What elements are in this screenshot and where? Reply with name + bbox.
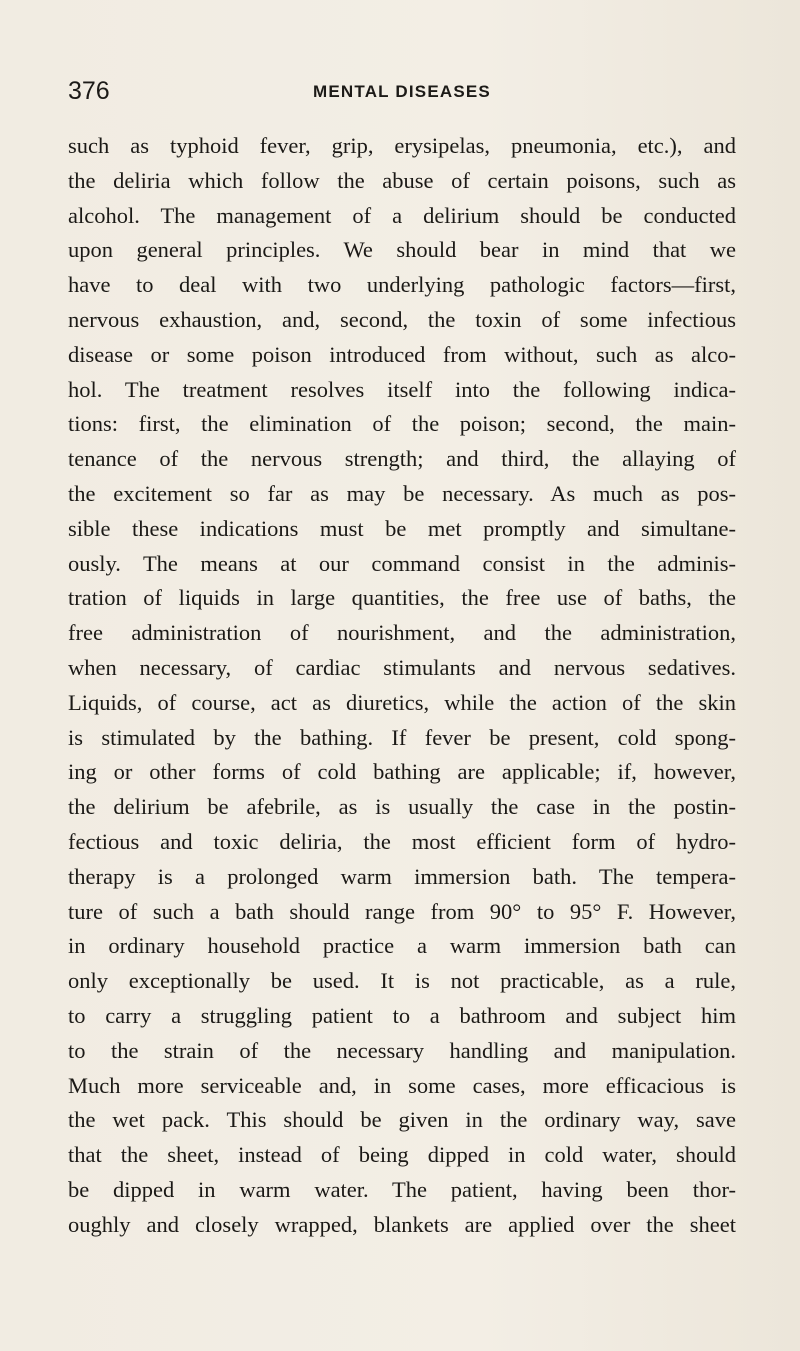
page-header	[68, 76, 748, 106]
page-number: 376	[68, 77, 110, 105]
text-line: tenance of the nervous strength; and third, the allaying of	[68, 446, 736, 472]
text-line: nervous exhaustion, and, second, the toxin of some infectious	[68, 306, 736, 332]
text-line: alcohol. The management of a delirium should be conducted	[68, 202, 736, 228]
text-line: is stimulated by the bathing. If fever be present, cold spong-	[68, 724, 736, 750]
text-line: in ordinary household practice a warm immersion bath can	[68, 933, 736, 959]
text-line: the delirium be afebrile, as is usually the case in the postin-	[68, 794, 736, 820]
text-line: such as typhoid fever, grip, erysipelas, pneumonia, etc.), and	[68, 133, 736, 158]
text-line: therapy is a prolonged warm immersion bath. The tempera-	[68, 863, 736, 889]
text-line: have to deal with two underlying pathologic factors—first,	[68, 272, 736, 298]
text-line: upon general principles. We should bear in mind that we	[68, 237, 736, 263]
text-line: the excitement so far as may be necessary. As much as pos-	[68, 480, 736, 506]
text-line: oughly and closely wrapped, blankets are applied over the sheet	[68, 1211, 736, 1237]
text-line: sible these indications must be met promptly and simultane-	[68, 515, 736, 541]
text-line: the deliria which follow the abuse of certain poisons, such as	[68, 167, 736, 193]
running-head: MENTAL DISEASES	[313, 82, 491, 101]
text-line: tions: first, the elimination of the poison; second, the main-	[68, 411, 736, 437]
text-line: when necessary, of cardiac stimulants and nervous sedatives.	[68, 654, 736, 680]
text-line: ture of such a bath should range from 90° to 95° F. However,	[68, 898, 736, 924]
text-line: to carry a struggling patient to a bathroom and subject him	[68, 1002, 736, 1028]
text-line: Much more serviceable and, in some cases, more efficacious is	[68, 1072, 736, 1098]
text-line: that the sheet, instead of being dipped in cold water, should	[68, 1142, 736, 1168]
text-line: tration of liquids in large quantities, the free use of baths, the	[68, 585, 736, 611]
text-line: disease or some poison introduced from without, such as alco-	[68, 341, 736, 367]
text-line: be dipped in warm water. The patient, having been thor-	[68, 1176, 736, 1202]
text-line: fectious and toxic deliria, the most efficient form of hydro-	[68, 828, 736, 854]
text-line: ously. The means at our command consist in the adminis-	[68, 550, 736, 576]
text-line: Liquids, of course, act as diuretics, while the action of the skin	[68, 689, 736, 715]
text-line: only exceptionally be used. It is not practicable, as a rule,	[68, 968, 736, 994]
body-text	[68, 129, 736, 1243]
text-line: free administration of nourishment, and the administration,	[68, 620, 736, 646]
text-line: ing or other forms of cold bathing are applicable; if, however,	[68, 759, 736, 785]
text-line: the wet pack. This should be given in the ordinary way, save	[68, 1107, 736, 1133]
text-line: hol. The treatment resolves itself into the following indica-	[68, 376, 736, 402]
text-line: to the strain of the necessary handling and manipulation.	[68, 1037, 736, 1063]
